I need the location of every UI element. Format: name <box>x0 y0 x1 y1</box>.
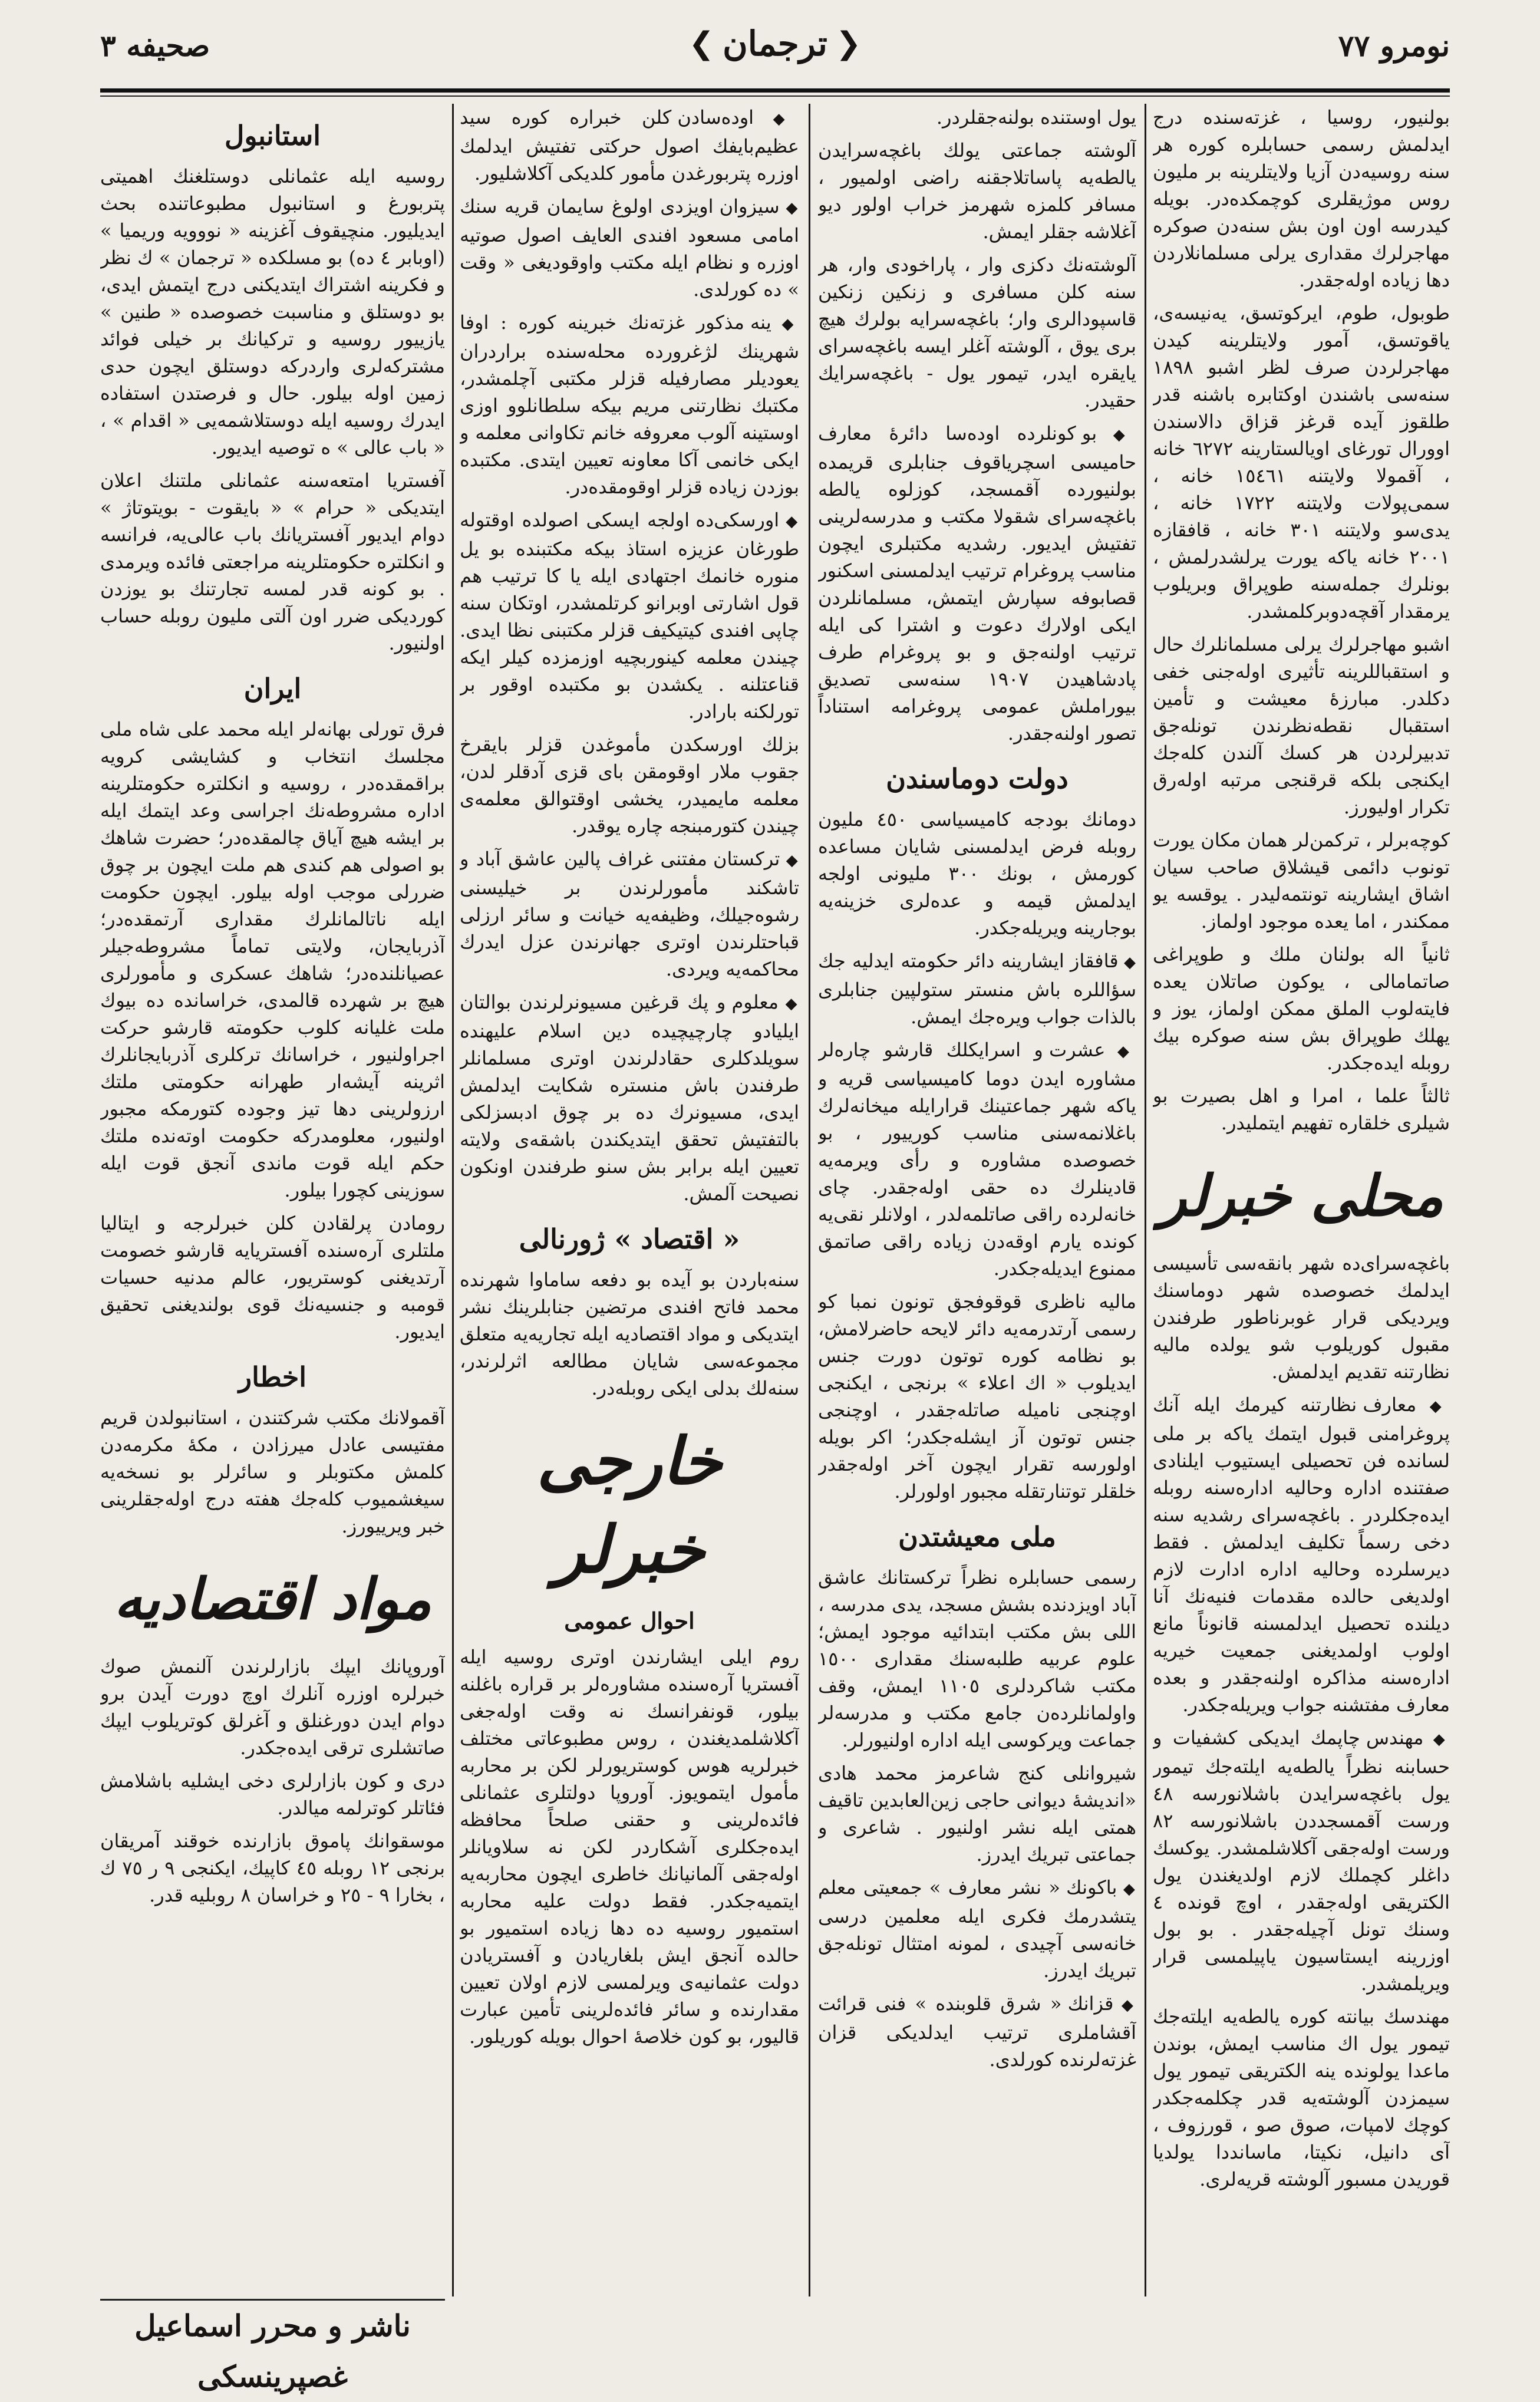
article-paragraph: طوبول، طوم، ايركوتسق، يه‌نيسه‌ی، ياقوتسق، آمور ولايتلرينه كيدن مهاجرلردن صرف لظر اشبو ١٨٩٨ سنه‌سی باشندن اوكتابره باشنه قدر طلقوز آيده قرغز قزاق دالاسندن اوورال تورغای اويالستارينه ٦٢٧٢ خانه ، آقمولا ولايتنه ١٥٤٦١ خانه ، سمی‌پولات ولايتنه ١٧٢٢ خانه ، يدی‌سو ولايتنه ٣٠١ خانه ، قافقازه ٢٠٠١ خانه ياكه يورت يرلشدرلمش ، بونلرك جمله‌سنه طوپراق وبريلوب يرمقدار آقچه‌دوبركلمشدر. <box>1153 302 1450 622</box>
article-paragraph: آلوشته جماعتی يولك باغچه‌سرايدن يالطه‌يه پاساتلاجقنه راضی اولميور ، مسافر كلمزه شهرمز خراب اولور ديو آغلاشه جقلر ايمش. <box>818 139 1136 243</box>
column-3 <box>460 104 799 2296</box>
issue-number: نومرو ٧٧ <box>1338 28 1450 63</box>
news-item: ◆ عشرت و اسرايكلك قارشو چاره‌لر مشاوره ايدن دوما كاميسياسی قريه و ياكه شهر جماعتينك قرارايله ميخانه‌لرك باغلانمه‌سنی مناسب كورييور ، بو خصوصده مشاوره و رأی ويرمه‌يه قادينلرك ده حقی اوله‌جقدر. چای خانه‌لرده راقی صاتلمه‌لدر ، اولانلر نقی‌يه كونده يارم اوقه‌دن زياده راقی صاتمق ممنوع ايديله‌جكدر. <box>818 1036 1136 1282</box>
article-paragraph: ثانياً اله بولنان ملك و طوپراغی صاتمامالی ، يوكون صاتلان يعده فايته‌لوب الملق ممكن اولماز، يوز و يهلك طوپراق بش سنه صوكره بيك روبله ايده‌جكدر. <box>1153 943 1450 1074</box>
article-paragraph: اشبو مهاجرلرك يرلی مسلمانلرك حال و استقباللرينه تأثيری اوله‌جنی خفی دكلدر. مبارزۀ معيشت و تأمين استقبال نقطه‌نظرندن تونله‌جق تدبيرلردن هر كسك آلندن كله‌جك ايكنجی بلكه قرقنجی مرتبه اوله‌رق تكرار اوليورز. <box>1153 633 1450 818</box>
column-divider <box>452 104 454 2296</box>
article-paragraph: مهندسك بيانته كوره يالطه‌يه ايلته‌جك تيمور يول اك مناسب ايمش، بوندن ماعدا يولونده ينه الكتريقی تيمور يول سيمزدن آلوشته‌يه قدر چكلمه‌جكدر كوچك لامپات، صوق صو ، قورزوف ، آی دانيل، نكيتا، ماسانددا يولديا قوريدن مسبور آلوشته قريه‌لری. <box>1153 2005 1450 2190</box>
section-heading-national-life: ملی معيشتدن <box>898 1521 1056 1553</box>
news-item: ◆ قافقاز ايشارينه دائر حكومته ايدليه جك سؤاللره باش منستر ستولپين جنابلری بالذات جواب ويره‌جك ايمش. <box>818 947 1136 1030</box>
article-paragraph: يول اوستنده بولنه‌جقلردر. <box>936 106 1136 128</box>
news-item: ◆ ينه مذكور غزته‌نك خبرينه كوره : اوفا شهرينك لژغرورده محله‌سنده براردران يعوديلر مصارفيله قزلر مكتبی آچلمشدر، مكتبك نظارتنی مريم بيكه سلطانلوو اوزی اوستينه آلوب معروفه خانم تكاوانی معلمه و ايكی خانمی آكا معاونه تعيين ايتدی. مكتبده بوزدن زياده قزلر اوقومقده‌در. <box>460 309 799 500</box>
paper-title-block <box>689 24 862 64</box>
article-paragraph: دری و كون بازارلری دخی ايشليه باشلامش فئاتلر كوترلمه ميالدر. <box>100 1770 445 1819</box>
page-number: صحيفه ٣ <box>100 28 210 63</box>
article-paragraph: ماليه ناظری قوقوفجق تونون نمبا كو رسمی آرتدرمه‌يه دائر لايحه حاضرلامش، بو نظامه كوره توتون دورت جنس ايديلوب « اك اعلاء » برنجی ، ايكنجی اوچنجی ناميله صاتله‌جقدر ، اوچنجی جنس توتون آز ايشله‌جكدر؛ اكر بويله اولورسه تقرار ايچون آخر اوله‌جقدر خلقلر توتنارتقله مجبور اولورلر. <box>818 1290 1136 1503</box>
article-paragraph: ثالثاً علما ، امرا و اهل بصيرت بو شيلری خلقاره تفهيم ايتمليدر. <box>1153 1085 1450 1134</box>
section-heading-foreign-news: خارجی خبرلر <box>536 1423 723 1587</box>
news-item: ◆ اورسكی‌ده اولجه ايسكی اصولده اوقتوله طورغان عزيزه استاذ بيكه مكتبنده‌ بو يل منوره خانمك اجتهادی ايله يا كا ترتيب هم قول اشارتی اوبرانو كرتلمشدر، اوتكان سنه چاپی افندی كيتيكيف قزلر مكتبنی نظا ايدی. چيندن معلمه كينوربچيه اوزمزده كيلر ايكه قناعتلنه . يكشدن بو مكتبده اوقور بر تورلكنه بارادر. <box>460 506 799 725</box>
article-paragraph: كوچه‌برلر ، تركمن‌لر همان مكان يورت تونوب دائمی قيشلاق صاحب سيان اشاق ايشارينه تونتمه‌ليدر . يوقسه يو ممكندر ، اما يعده موجود اولماز. <box>1153 829 1450 933</box>
news-item: ◆ باكونك « نشر معارف » جمعيتی معلم يتشدرمك فكری ايله معلمين درسی خانه‌سی آچيدی ، لمونه امتثال تونله‌جق تبريك ايدرز. <box>818 1874 1136 1984</box>
column-1 <box>1153 104 1450 2296</box>
article-paragraph: آقمولانك مكتب شركتندن ، استانبولدن قريم مفتيسی عادل ميرزادن ، مكۀ مكرمه‌دن كلمش مكتوبلر و سائرلر بو نسخه‌يه سيغشميوب كله‌جك هفته درج اوله‌جقلرينی خبر ويرييورز. <box>100 1406 445 1537</box>
news-item: ◆ مهندس چاپمك ايديكی كشفيات و حسابنه نظراً يالطه‌يه ايلته‌جك تيمور يول باغچه‌سرايدن باشلانورسه ٤٨ ورست آقمسجددن باشلانورسه ٨٢ ورست اوله‌جقی آكلاشلمشدر. يوكسك داغلر كچملك لازم اولديغندن يول الكتريقی اوله‌جقدر ، اوچ قونده ٤ وسنك تونل آچيله‌جقدر . بو بول اوزرينه ايستاسيون ياپيلمسی قرار ويريلمشدر. <box>1153 1724 1450 1997</box>
paper-name: ترجمان <box>723 24 827 64</box>
masthead <box>100 24 1450 88</box>
column-4 <box>100 104 445 2285</box>
news-item: ◆ سيزوان اويزدی اولوغ سايمان قريه سنك امامی مسعود افندی العايف اصول صوتيه اوزره و نظام ايله مكتب واوقوديغی « وقت » ده كورلدی. <box>460 193 799 303</box>
article-paragraph: بولنيور، روسيا ، غزته‌سنده درج ايدلمش رسمی حسابلره كوره هر سنه روسيه‌دن آزيا ولايتلرينه بر مليون روس موژيقلری كوچمكده‌در. بويله كيدرسه اون اون بش سنه‌دن صوكره مهاجرلرك مقداری يرلی مسلمانلاردن دها زياده اوله‌جقدر. <box>1153 106 1450 291</box>
article-paragraph: آوروپانك ايپك بازارلرندن آلنمش صوك خبرلره اوزره آنلرك اوچ دورت آيدن برو دوام ايدن دورغنلق و آغرلق كوتريلوب ايپك صاتشلری ترقی ايده‌جكدر. <box>100 1655 445 1759</box>
news-item: ◆ اوده‌سادن كلن خبراره كوره سيد عظيم‌بايفك اصول حركتی تفتيش ايدلمك اوزره پتربورغدن مأمور كلديكی آكلاشليور. <box>460 104 799 187</box>
section-heading-local-news: محلی خبرلر <box>1159 1162 1444 1229</box>
article-paragraph: روم ايلی ايشارندن اوتری روسيه ايله آفستريا آره‌سنده مشاوره‌لر بر قراره باغلنه بيلور، قونفرانسك نه وقت اوله‌جغی آكلاشلمديغندن ، روس مطبوعاتی مختلف خبرلريه هوس كوستريورلر لكن بر محاربه مأمول ايتمويوز. آوروپا دولتلری عثمانلی فائده‌لرينی و حقنی صلحاً محافظه ايده‌جكلری آشكاردر لكن نه سلاويانلر اوله‌جقی آلمانيانك خاطری ايچون محاربه‌يه ايتميه‌جكدر. فقط دولت عليه محاربه استميور روسيه ده دها زياده استميور بو حالده آنجق ايش بلغاريادن و آفستريادن دولت عثمانيه‌ی ويرلمسی لازم اولان تعيين مقدارنده و سائر فائده‌لرينی تأمين عبارت قاليور، بو كون خلاصۀ احوال بويله كوريلور. <box>460 1646 799 2048</box>
news-item: ◆ معلوم و پك قرغين مسيونرلرندن بوالتان ايليادو چارچيچيده دين اسلام عليهنده سويلدكلری حقادلرندن اوتری مسلمانلر طرفندن باش منستره شكايت ايدلمش ايدی، مسيونرك ده بر چوق ادبسزلكی بالتفتيش تحقق ايتديكندن باشقه‌ی ولايته تعيين ايله برابر بش سنو طرفندن اونكون نصيحت آلمش. <box>460 989 799 1207</box>
publisher-footer: ناشر و محرر اسماعيل غصپرينسكی <box>100 2299 445 2351</box>
article-paragraph: آفستريا امتعه‌سنه عثمانلی ملتنك اعلان ايتديكی « حرام » « بايقوت - بويتوتاژ » دوام ايديور آفستريانك باب عالی‌يه، فرانسه و انكلتره حكومتلرينه مراجعتی فائده ويرمدی . بو كونه قدر لمسه تجارتنك بو يوزدن كورديكی ضرر اون آلتی مليون روبله حساب اولنيور. <box>100 469 445 654</box>
section-heading-economic-materials: مواد اقتصاديه <box>114 1566 431 1632</box>
subheading-general-affairs: احوال عمومی <box>564 1607 695 1634</box>
article-paragraph: فرق تورلی بهانه‌لر ايله محمد علی شاه ملی مجلسك انتخاب و كشايشی كرويه براقمقده‌در ، روسيه و انكلتره حكومتلرينه اداره مشروطه‌نك اجراسی وعد ايتمك ايله بر ايشه هيچ آياق چالمقده‌در؛ حضرت شاهك بو اصولی هم كندی هم ملت ايچون بر چوق ضررلی موجب اوله بيلور. ايچون حكومت ايله ناتالمانلرك مقداری آرتمقده‌در؛ آذربايجان، ولايتی تماماً مشروطه‌جيلر عصيانلنده‌در؛ شاهك عسكری و مأمورلری هيچ بر شهرده قالمدی، خراسانده ده بيوك ملت غليانه كلوب حكومته قارشو حركت اجراولنيور ، خراسانك تركلری آذربايجانلرك اثرينه آيشه‌ار طهرانه حكومتی ملتك ارزولرينی دها تيز وجوده كتورمكه مجبور اولنيور، معلومدركه حكومت اوته‌نده ملتك حكم ايله قوت ماندی آنجق قوت ايله سوزينی كچورا بيلور. <box>100 718 445 1201</box>
ornament-left-icon: ❮ <box>835 26 862 61</box>
article-paragraph: دومانك بودجه كاميسياسی ٤٥٠ مليون روبله فرض ايدلمسنی شايان مساعده كورمش ، بونك ٣٠٠ مليونی اولجه ايدلمش قيمه و عده‌لری خزينه‌يه بوجارينه ويريله‌جكدر. <box>818 808 1136 939</box>
article-paragraph: سنه‌باردن بو آيده بو دفعه ساماوا شهرنده محمد فاتح افندی مرتضين جنابلرينك نشر ايتديكی و مواد اقتصاديه ايله تجاريه‌يه متعلق مجموعه‌سی شايان مطالعه اثرلرندر، سنه‌لك بدلی ايكی روبله‌در. <box>460 1268 799 1399</box>
section-heading-notice: اخطار <box>238 1361 307 1393</box>
section-heading-duma: دولت دوماسندن <box>886 763 1069 795</box>
article-paragraph: رسمی حسابلره نظراً تركستانك عاشق آباد اويزدنده بشش مسجد، يدی مدرسه ، اللی بش مكتب ابتدائيه موجود ايمش؛ علوم عربيه طلبه‌سنك مقداری ١٥٠٠ مكتب شاكردلری ١١٠٥ ايمش، وقف واولمانلرده‌ن جامع مكتب و مدرسه‌لر جماعت ويركوسی ايله اداره اولنيورلر. <box>818 1566 1136 1751</box>
news-item: ◆ بو كونلرده اوده‌سا دائرۀ معارف حاميسی اسچرياقوف جنابلری قريمده بولنيورده آقمسجد، كوزلوه يالطه باغچه‌سرای شقولا مكتب و مدرسه‌لرينی تفتيش ايديور. رشديه مكتبلری ايچون مناسب پروغرام ترتيب ايدلمسنی اسكنور قصابوفه سپارش ايتمش، مسلمانلردن ايكی اولارك دعوت و اشترا كی ايله ترتيب اولنه‌جق و بو پروغرام طرف پادشاهيدن ١٩٠٧ سنه‌سی تصديق بيوراملش عمومی پروغرامه استناداً تصور اولنه‌جقدر. <box>818 420 1136 747</box>
news-item: ◆ معارف نظارتنه كيرمك ايله آنك پروغرامنی قبول ايتمك ياكه بر ملی لسانده فن تحصيلی ايستيوب ايلنادی صفتنده اداره وحاليه اداره‌سنه روبله ايده‌جكلردر . باغچه‌سرای رشديه سنه دخی رسماً تكليف ايدلمش . فقط ديرسلرده وحاليه اداره ادارت لازم اولديغی حالده مقدمات فنيه‌نك آنا ديلنده تحصيل ايدلمسنه قانوناً مانع اولوب اولمديغنی جمعيت خيريه اداره‌سنه مذاكره اولنه‌جقدر و بعده معارف مفتشنه جواب ويريله‌جكدر. <box>1153 1391 1450 1718</box>
article-paragraph: روسيه ايله عثمانلی دوستلغنك اهميتی پتربورغ و استانبول مطبوعاتنده بحث ايديليور. منچيقوف آغزينه « نووويه وريميا » (اوبابر ٤ ده) بو مسلكده « ترجمان » ك نظر و فكرينه اشتراك ايتديكنی درج ايتمش ايدی، بو دوستلق و مناسبت خصوصده « طنين » يازييور روسيه و تركيانك بر خيلی فوائد مشتركه‌لری واردركه دوستلق ايچون حدی زمين اوله بيلور. حال و فرصتدن استفاده ايدرك روسيه ايله دوستلاشمه‌يی « اقدام » ، « باب عالی » ه توصيه ايديور. <box>100 165 445 459</box>
column-divider <box>1145 104 1146 2296</box>
ornament-right-icon: ❯ <box>688 26 715 61</box>
section-heading-iqtisad-journal: « اقتصاد » ژورنالی <box>519 1223 740 1255</box>
article-paragraph: رومادن پرلقادن كلن خبرلرجه و ايتاليا ملتلری آره‌سنده آفستريايه قارشو خصومت آرتديغنی كوستريور، عالم مدنيه حسيات قومبه و جنسيه‌نك قوی بولنديغنی تحقيق ايديور. <box>100 1212 445 1343</box>
news-item: ◆ قزانك « شرق قلوبنده » فنی قرائت آقشاملری ترتيب ايدلديكی قزان غزته‌لرنده كورلدی. <box>818 1990 1136 2073</box>
column-divider <box>809 104 810 2296</box>
article-paragraph: بزلك اورسكدن مأموغدن قزلر بايقرخ جقوب ملار اوقومقن بای قزی آدقلر لدن، معلمه مايميدر، يخشی اوقتوالق معلمه‌ی چيندن كتورمبنجه چاره يوقدر. <box>460 733 799 837</box>
article-paragraph: موسقوانك پاموق بازارنده خوقند آمريقان برنجی ١٢ روبله ٤٥ كاپيك، ايكنجی ٩ ر ٧٥ ك ، بخارا ٩ - ٢٥ و خراسان ٨ روبليه قدر. <box>100 1830 445 1906</box>
news-item: ◆ تركستان مفتنی غراف پالين عاشق آباد و تاشكند مأمورلرندن بر خيليسنی رشوه‌جيلك، وظيفه‌يه خيانت و سائر ارزلی قباحتلرندن اوتری جهانرندن عزل ايدرك محاكمه‌يه ويردی. <box>460 845 799 983</box>
column-2 <box>818 104 1136 2296</box>
article-paragraph: باغچه‌سرای‌ده شهر بانقه‌سی تأسيسی ايدلمك خصوصده شهر دوماسنك ويرديكی قرار غوبرناطور طرفندن مقبول كوريلوب شو يولده ماليه نظارتنه تقديم ايدلمش. <box>1153 1252 1450 1383</box>
section-heading-iran: ايران <box>243 673 302 704</box>
article-paragraph: آلوشته‌نك دكزی وار ، پاراخودی وار، هر سنه كلن مسافری و زنكين زنكين قاسپودالری وار؛ باغچه‌سرايه بولرك هيچ بری يوق ، آلوشته آغلر ايسه باغچه‌سرای يايقره ايدر، تيمور يول - باغچه‌سرايك حقيدر. <box>818 253 1136 411</box>
masthead-rule <box>100 88 1450 93</box>
article-paragraph: شيروانلی كنج شاعرمز محمد هادی «انديشۀ ديوانی حاجی زين‌العابدين تاقيف همتی ايله نشر اولنيور . شاعری و جماعتی تبريك ايدرز. <box>818 1762 1136 1866</box>
section-heading-istanbul: استانبول <box>224 120 321 151</box>
masthead-rule-thin <box>100 95 1450 97</box>
